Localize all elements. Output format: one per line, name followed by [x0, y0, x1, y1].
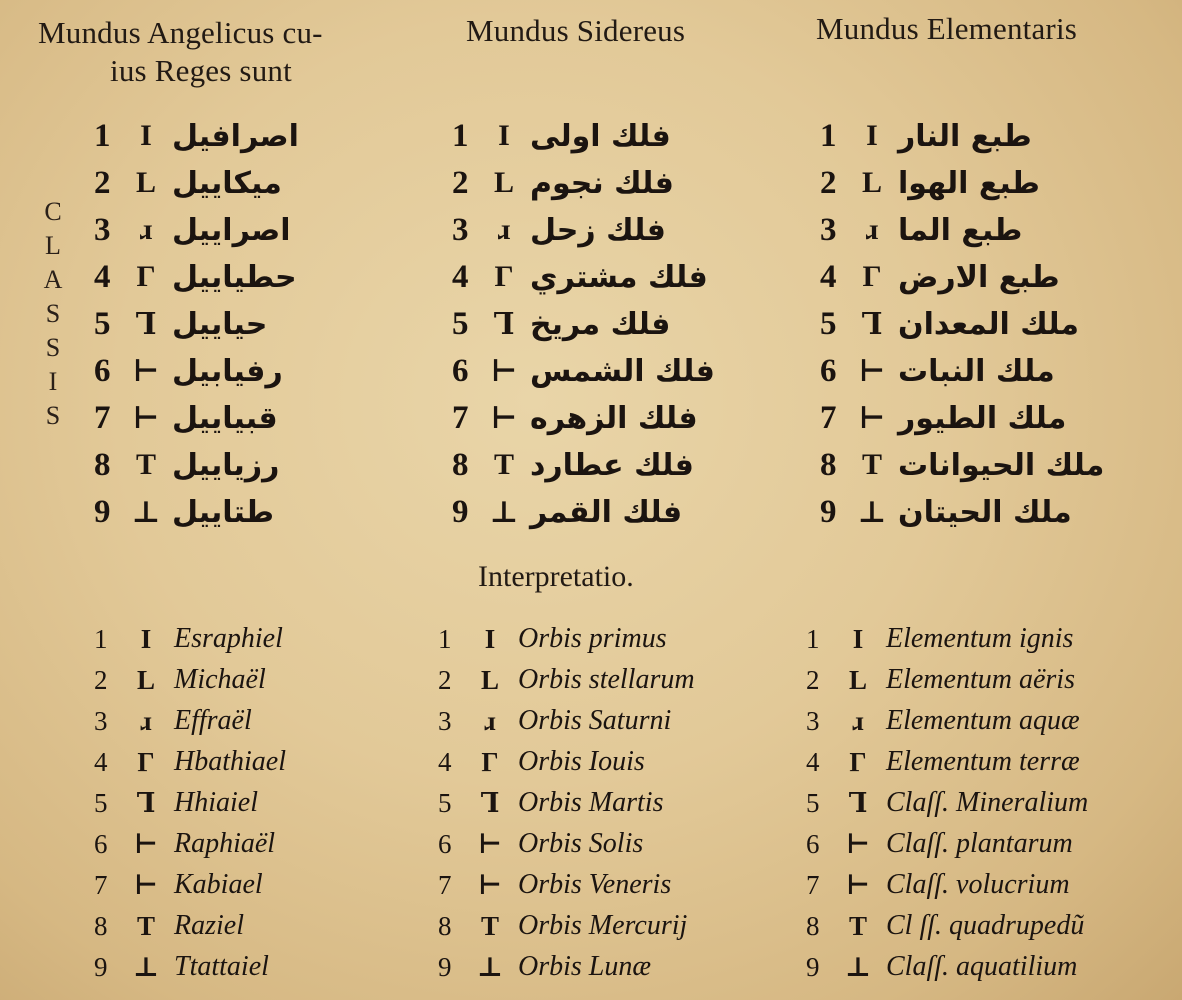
row-glyph: Ꞁ: [135, 307, 157, 341]
latin-row-sidereus: [438, 947, 651, 987]
latin-row-sidereus: [438, 742, 645, 782]
latin-name: Orbis stellarum: [518, 664, 695, 695]
latin-row-sidereus: [438, 660, 695, 700]
arabic-name: ملك الحيوانات: [898, 447, 1105, 483]
latin-name: Orbis primus: [518, 623, 667, 654]
row-glyph: Γ: [136, 260, 156, 293]
row-number: 5: [820, 305, 837, 342]
arabic-name: طبع النار: [898, 118, 1032, 154]
arabic-row-elementaris: [820, 349, 1055, 393]
row-number: 9: [94, 493, 111, 530]
latin-row-elementaris: [806, 906, 1084, 946]
latin-name: Elementum terræ: [886, 746, 1080, 777]
row-number: 7: [806, 869, 820, 900]
latin-row-sidereus: [438, 783, 663, 823]
latin-row-sidereus: [438, 619, 667, 659]
row-glyph: I: [140, 623, 152, 654]
row-glyph: ⊢: [132, 401, 160, 435]
arabic-row-elementaris: [820, 208, 1022, 252]
row-number: 2: [438, 664, 452, 695]
latin-row-angelicus: [94, 824, 275, 864]
row-glyph: ⊥: [133, 951, 159, 982]
latin-name: Orbis Iouis: [518, 746, 645, 777]
arabic-name: طبع الهوا: [898, 165, 1040, 201]
latin-row-angelicus: [94, 865, 263, 905]
row-number: 8: [94, 910, 108, 941]
row-glyph: Ꞁ: [136, 787, 156, 818]
latin-name: Raziel: [174, 910, 244, 941]
row-glyph: Γ: [481, 746, 499, 777]
row-number: 4: [94, 258, 111, 295]
latin-row-sidereus: [438, 824, 643, 864]
arabic-row-angelicus: [94, 443, 279, 487]
arabic-name: طبع الما: [898, 212, 1023, 248]
latin-name: Claſſ. aquatilium: [886, 951, 1078, 982]
row-number: 6: [438, 828, 452, 859]
row-glyph: I: [866, 119, 878, 152]
arabic-name: ملك الحيتان: [898, 494, 1072, 530]
latin-name: Claſſ. plantarum: [886, 828, 1073, 859]
row-number: 7: [438, 869, 452, 900]
arabic-name: حياييل: [172, 306, 268, 342]
latin-name: Orbis Mercurij: [518, 910, 688, 941]
row-number: 3: [452, 211, 469, 248]
row-glyph: T: [848, 910, 867, 941]
row-number: 1: [94, 623, 108, 654]
row-glyph: Ꞁ: [480, 787, 500, 818]
arabic-row-sidereus: [452, 114, 671, 158]
latin-row-sidereus: [438, 701, 671, 741]
latin-row-sidereus: [438, 865, 671, 905]
arabic-row-elementaris: [820, 443, 1104, 487]
row-number: 4: [94, 746, 108, 777]
row-glyph: ⊥: [477, 951, 503, 982]
row-number: 8: [94, 446, 111, 483]
row-number: 5: [94, 305, 111, 342]
latin-row-angelicus: [94, 742, 286, 782]
row-number: 9: [820, 493, 837, 530]
row-number: 7: [820, 399, 837, 436]
row-glyph: ɹ: [497, 213, 511, 246]
row-glyph: ⊥: [131, 495, 161, 529]
row-glyph: L: [136, 664, 155, 695]
arabic-name: فلك نجوم: [530, 165, 674, 201]
row-number: 1: [452, 117, 469, 154]
row-glyph: ɹ: [139, 213, 153, 246]
latin-name: Orbis Saturni: [518, 705, 672, 736]
row-glyph: Ꞁ: [848, 787, 868, 818]
latin-name: Hbathiael: [174, 746, 286, 777]
row-glyph: T: [493, 448, 514, 481]
header-mundus-sidereus: Mundus Sidereus: [466, 13, 686, 48]
row-number: 3: [94, 211, 111, 248]
row-number: 8: [438, 910, 452, 941]
row-glyph: T: [136, 910, 155, 941]
arabic-name: فلك زحل: [530, 212, 666, 248]
arabic-name: فلك الزهره: [530, 400, 698, 436]
classis-letter: L: [45, 231, 61, 260]
latin-row-elementaris: [806, 865, 1070, 905]
latin-name: Hhiaiel: [174, 787, 258, 818]
row-glyph: ⊢: [490, 354, 518, 388]
arabic-name: فلك مريخ: [530, 306, 671, 342]
row-glyph: ⊢: [478, 869, 502, 900]
arabic-row-sidereus: [452, 302, 670, 346]
arabic-name: ملك الطيور: [898, 400, 1067, 436]
row-glyph: ⊢: [134, 869, 158, 900]
row-number: 4: [452, 258, 469, 295]
row-glyph: ⊥: [845, 951, 871, 982]
latin-row-angelicus: [94, 660, 266, 700]
latin-row-angelicus: [94, 783, 258, 823]
row-glyph: I: [484, 623, 496, 654]
row-number: 9: [806, 951, 820, 982]
row-number: 8: [452, 446, 469, 483]
latin-row-elementaris: [806, 701, 1080, 741]
latin-name: Elementum aëris: [886, 664, 1075, 695]
latin-name: Orbis Veneris: [518, 869, 672, 900]
latin-name: Elementum ignis: [886, 623, 1074, 654]
arabic-row-sidereus: [452, 255, 708, 299]
row-number: 2: [820, 164, 837, 201]
arabic-row-sidereus: [452, 490, 682, 534]
latin-name: Ttattaiel: [174, 951, 269, 982]
row-glyph: ⊥: [489, 495, 519, 529]
row-number: 4: [806, 746, 820, 777]
arabic-row-sidereus: [452, 396, 698, 440]
arabic-name: فلك القمر: [530, 494, 683, 530]
row-number: 3: [820, 211, 837, 248]
latin-name: Claſſ. Mineralium: [886, 787, 1089, 818]
classis-vertical-label: [38, 195, 68, 433]
latin-row-angelicus: [94, 906, 244, 946]
row-number: 9: [94, 951, 108, 982]
row-number: 4: [438, 746, 452, 777]
classis-letter: I: [48, 367, 58, 396]
arabic-name: فلك عطارد: [530, 447, 694, 483]
arabic-row-elementaris: [820, 114, 1032, 158]
row-number: 5: [438, 787, 452, 818]
row-glyph: ⊢: [858, 401, 886, 435]
latin-row-elementaris: [806, 660, 1075, 700]
arabic-name: اصرافيل: [172, 118, 299, 154]
classis-letter: S: [45, 333, 61, 362]
row-glyph: Γ: [137, 746, 155, 777]
row-glyph: Γ: [849, 746, 867, 777]
row-glyph: T: [135, 448, 156, 481]
arabic-name: فلك اولى: [530, 118, 671, 154]
row-glyph: ɹ: [484, 705, 496, 736]
row-number: 1: [438, 623, 452, 654]
latin-name: Orbis Solis: [518, 828, 644, 859]
interpretatio-heading: Interpretatio.: [478, 560, 634, 593]
latin-name: Kabiael: [174, 869, 263, 900]
arabic-name: رزياييل: [172, 447, 280, 483]
row-number: 2: [806, 664, 820, 695]
row-glyph: L: [861, 166, 882, 199]
arabic-row-angelicus: [94, 490, 274, 534]
arabic-row-angelicus: [94, 161, 282, 205]
classis-letter: S: [45, 299, 61, 328]
row-glyph: ⊢: [478, 828, 502, 859]
latin-row-elementaris: [806, 783, 1088, 823]
row-number: 6: [806, 828, 820, 859]
row-number: 5: [452, 305, 469, 342]
latin-row-angelicus: [94, 619, 283, 659]
row-number: 2: [452, 164, 469, 201]
row-number: 8: [820, 446, 837, 483]
row-number: 7: [94, 869, 108, 900]
row-number: 6: [94, 352, 111, 389]
latin-row-elementaris: [806, 742, 1080, 782]
latin-name: Esraphiel: [174, 623, 283, 654]
row-glyph: Γ: [494, 260, 514, 293]
row-number: 5: [94, 787, 108, 818]
row-number: 3: [94, 705, 108, 736]
arabic-row-sidereus: [452, 208, 666, 252]
classis-letter: A: [43, 265, 63, 294]
row-glyph: Ꞁ: [861, 307, 883, 341]
arabic-row-elementaris: [820, 302, 1079, 346]
row-glyph: ⊢: [134, 828, 158, 859]
row-number: 2: [94, 664, 108, 695]
latin-row-angelicus: [94, 701, 252, 741]
header-mundus-elementaris: Mundus Elementaris: [816, 11, 1078, 46]
row-glyph: ⊢: [132, 354, 160, 388]
classis-letter: C: [44, 197, 62, 226]
row-number: 1: [820, 117, 837, 154]
row-number: 4: [820, 258, 837, 295]
arabic-row-sidereus: [452, 349, 715, 393]
arabic-row-angelicus: [94, 114, 299, 158]
row-glyph: Ꞁ: [493, 307, 515, 341]
latin-name: Orbis Martis: [518, 787, 664, 818]
row-glyph: ɹ: [865, 213, 879, 246]
arabic-row-sidereus: [452, 161, 674, 205]
latin-row-angelicus: [94, 947, 269, 987]
header-line-2: ius Reges sunt: [110, 53, 292, 88]
arabic-name: رفيابيل: [172, 353, 283, 389]
row-glyph: ɹ: [852, 705, 864, 736]
arabic-row-angelicus: [94, 255, 297, 299]
latin-name: Orbis Lunæ: [518, 951, 652, 982]
latin-row-elementaris: [806, 947, 1077, 987]
arabic-row-sidereus: [452, 443, 694, 487]
latin-name: Claſſ. volucrium: [886, 869, 1070, 900]
row-number: 6: [94, 828, 108, 859]
latin-row-elementaris: [806, 824, 1073, 864]
arabic-row-angelicus: [94, 349, 283, 393]
header-mundus-angelicus: [38, 14, 398, 90]
row-number: 2: [94, 164, 111, 201]
row-glyph: ⊢: [490, 401, 518, 435]
row-number: 9: [438, 951, 452, 982]
row-glyph: Γ: [862, 260, 882, 293]
row-glyph: ⊢: [858, 354, 886, 388]
arabic-row-elementaris: [820, 490, 1072, 534]
row-glyph: L: [480, 664, 499, 695]
classis-letter: S: [45, 401, 61, 430]
arabic-name: حطياييل: [172, 259, 297, 295]
row-glyph: L: [135, 166, 156, 199]
row-glyph: ⊢: [846, 869, 870, 900]
row-glyph: I: [140, 119, 152, 152]
row-glyph: I: [498, 119, 510, 152]
arabic-name: ميكاييل: [172, 165, 282, 201]
latin-name: Effraël: [174, 705, 252, 736]
row-number: 8: [806, 910, 820, 941]
row-glyph: L: [848, 664, 867, 695]
latin-name: Cl ſſ. quadrupedũ: [886, 910, 1085, 941]
arabic-row-angelicus: [94, 302, 267, 346]
row-number: 6: [452, 352, 469, 389]
arabic-name: ملك المعدان: [898, 306, 1080, 342]
arabic-row-elementaris: [820, 396, 1066, 440]
latin-name: Michaël: [174, 664, 266, 695]
row-number: 1: [806, 623, 820, 654]
arabic-row-elementaris: [820, 255, 1060, 299]
row-number: 9: [452, 493, 469, 530]
row-number: 3: [806, 705, 820, 736]
arabic-row-angelicus: [94, 396, 278, 440]
latin-name: Raphiaël: [174, 828, 276, 859]
row-number: 7: [452, 399, 469, 436]
row-glyph: L: [493, 166, 514, 199]
row-number: 3: [438, 705, 452, 736]
header-line-1: Mundus Angelicus cu-: [38, 15, 323, 50]
row-glyph: ɹ: [140, 705, 152, 736]
row-glyph: I: [852, 623, 864, 654]
latin-name: Elementum aquæ: [886, 705, 1080, 736]
arabic-name: فلك مشتري: [530, 259, 708, 295]
arabic-name: اصراييل: [172, 212, 291, 248]
arabic-name: قبياييل: [172, 400, 278, 436]
row-glyph: ⊥: [857, 495, 887, 529]
row-glyph: T: [861, 448, 882, 481]
arabic-row-elementaris: [820, 161, 1040, 205]
latin-row-sidereus: [438, 906, 687, 946]
arabic-name: ملك النبات: [898, 353, 1055, 389]
arabic-row-angelicus: [94, 208, 291, 252]
row-glyph: ⊢: [846, 828, 870, 859]
row-glyph: T: [480, 910, 499, 941]
row-number: 1: [94, 117, 111, 154]
arabic-name: طتاييل: [172, 494, 275, 530]
row-number: 5: [806, 787, 820, 818]
latin-row-elementaris: [806, 619, 1073, 659]
arabic-name: فلك الشمس: [530, 353, 715, 389]
arabic-name: طبع الارض: [898, 259, 1060, 295]
row-number: 6: [820, 352, 837, 389]
row-number: 7: [94, 399, 111, 436]
